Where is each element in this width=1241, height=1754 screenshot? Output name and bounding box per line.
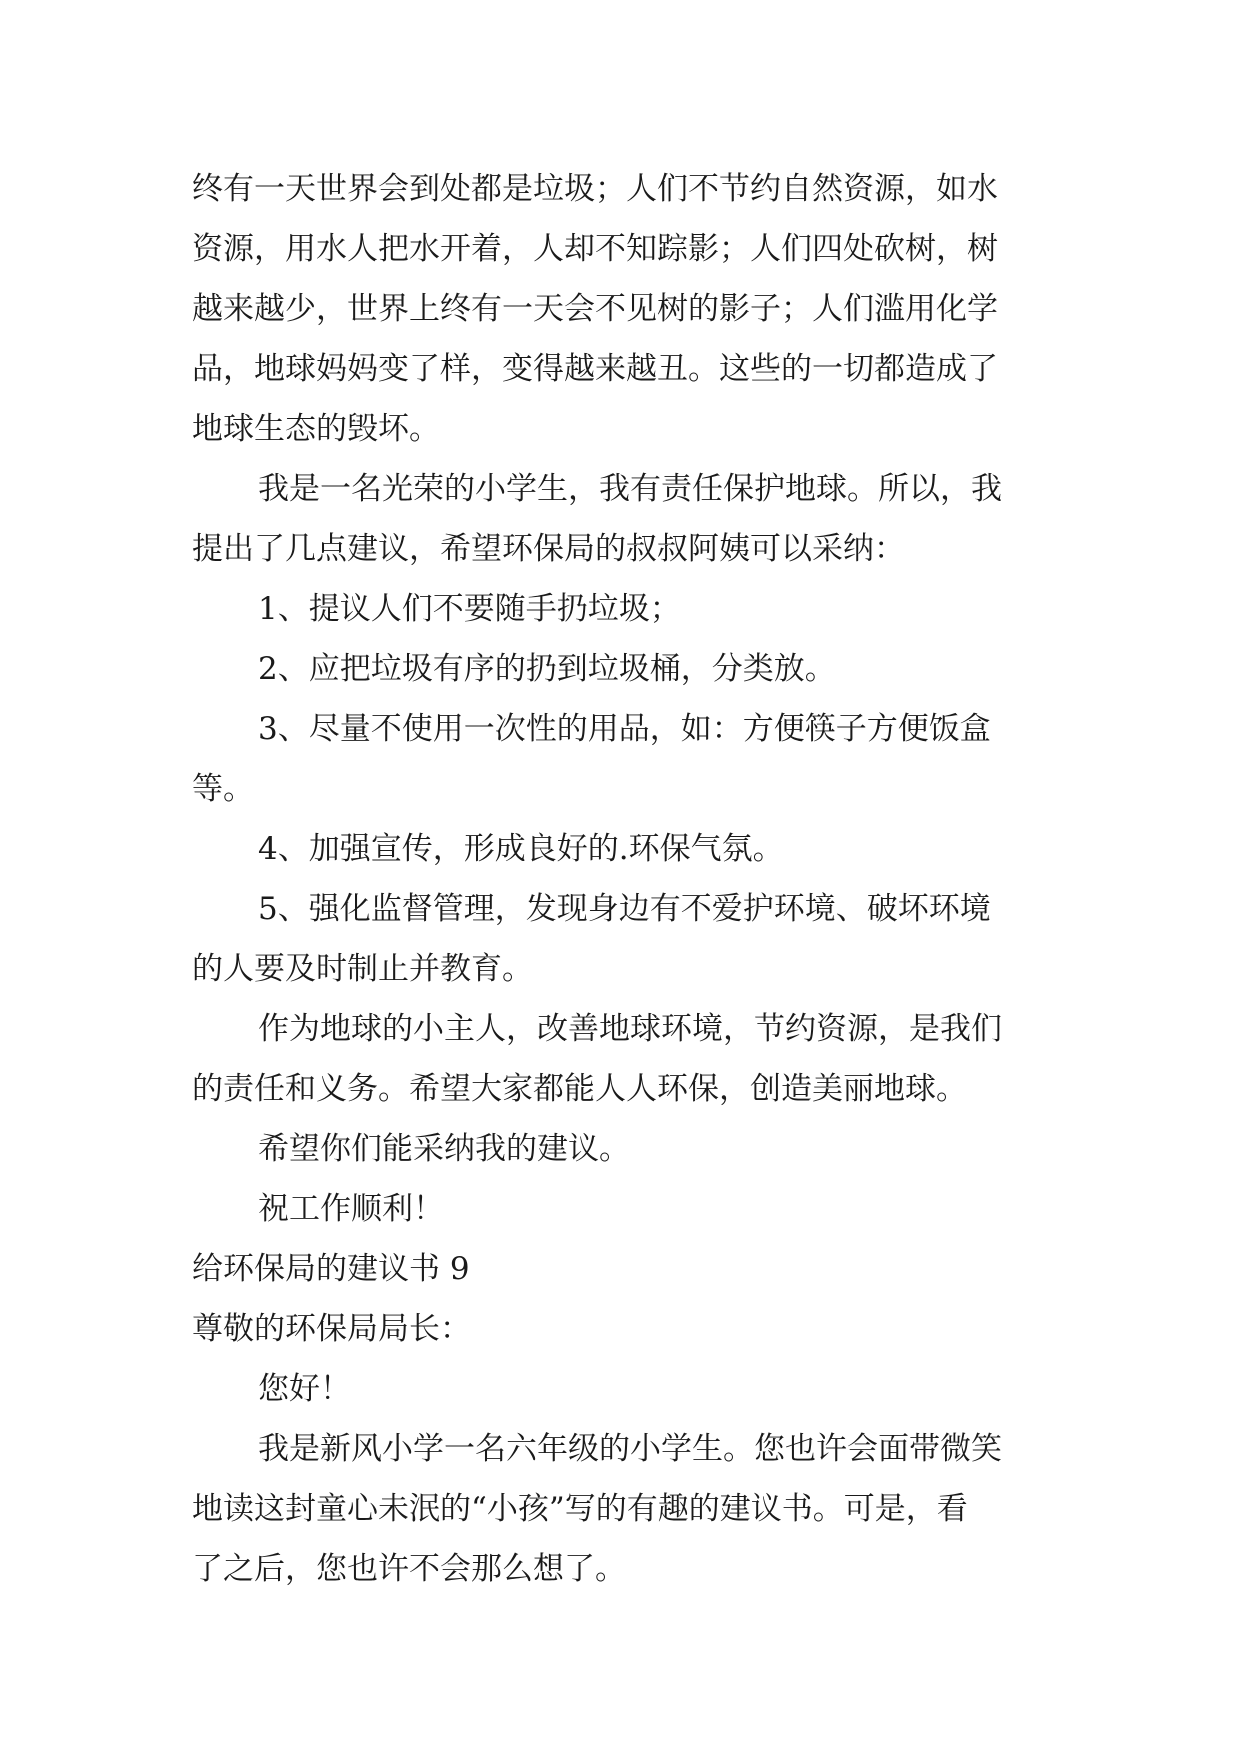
text-line: 资源，用水人把水开着，人却不知踪影；人们四处砍树，树 xyxy=(192,231,998,267)
list-item: 5、强化监督管理，发现身边有不爱护环境、破坏环境 xyxy=(258,891,991,927)
salutation: 尊敬的环保局局长： xyxy=(192,1311,471,1347)
text-line: 我是新风小学一名六年级的小学生。您也许会面带微笑 xyxy=(258,1431,1002,1467)
closing-line: 祝工作顺利！ xyxy=(258,1191,444,1227)
text-line: 的责任和义务。希望大家都能人人环保，创造美丽地球。 xyxy=(192,1071,967,1107)
text-line: 的人要及时制止并教育。 xyxy=(192,951,533,987)
text-line: 等。 xyxy=(192,771,254,807)
list-item: 4、加强宣传，形成良好的.环保气氛。 xyxy=(258,831,784,867)
body-text xyxy=(192,159,1052,1599)
text-line: 作为地球的小主人，改善地球环境，节约资源，是我们 xyxy=(258,1011,1002,1047)
text-line: 终有一天世界会到处都是垃圾；人们不节约自然资源，如水 xyxy=(192,171,998,207)
section-title: 给环保局的建议书 9 xyxy=(192,1251,470,1287)
text-line: 地球生态的毁坏。 xyxy=(192,411,440,447)
text-line: 希望你们能采纳我的建议。 xyxy=(258,1131,630,1167)
text-line: 我是一名光荣的小学生，我有责任保护地球。所以，我 xyxy=(258,471,1002,507)
greeting: 您好！ xyxy=(258,1371,351,1407)
list-item: 2、应把垃圾有序的扔到垃圾桶，分类放。 xyxy=(258,651,836,687)
text-line: 品，地球妈妈变了样，变得越来越丑。这些的一切都造成了 xyxy=(192,351,998,387)
list-item: 1、提议人们不要随手扔垃圾； xyxy=(258,591,681,627)
text-line: 越来越少，世界上终有一天会不见树的影子；人们滥用化学 xyxy=(192,291,998,327)
text-line: 了之后，您也许不会那么想了。 xyxy=(192,1551,626,1587)
list-item: 3、尽量不使用一次性的用品，如：方便筷子方便饭盒 xyxy=(258,711,991,747)
text-line: 提出了几点建议，希望环保局的叔叔阿姨可以采纳： xyxy=(192,531,905,567)
text-line: 地读这封童心未泯的“小孩”写的有趣的建议书。可是，看 xyxy=(192,1491,968,1527)
